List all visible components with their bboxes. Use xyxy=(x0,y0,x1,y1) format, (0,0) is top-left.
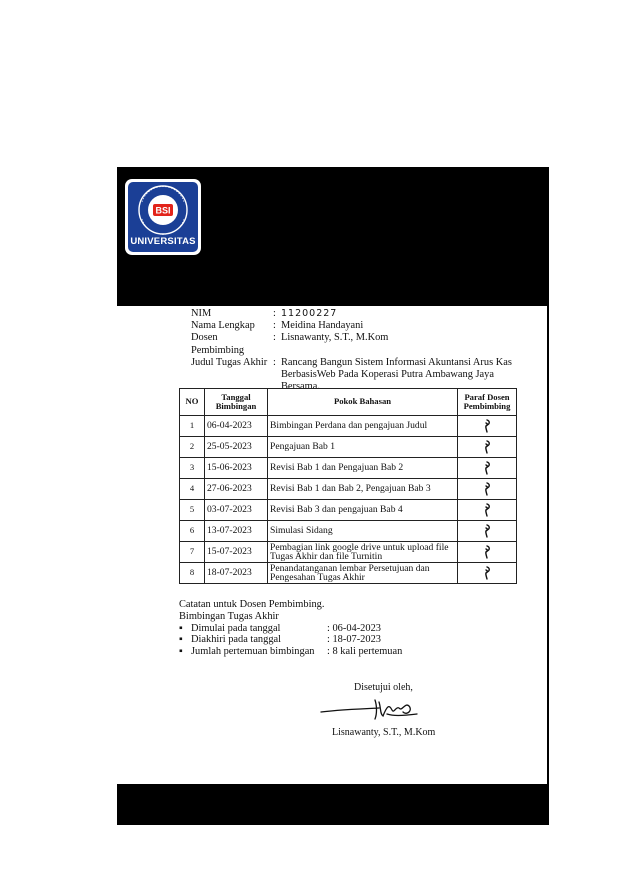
row-number: 4 xyxy=(180,479,205,500)
logo-seal-icon xyxy=(128,182,198,242)
notes-subheading: Bimbingan Tugas Akhir xyxy=(179,610,279,622)
name-label: Nama Lengkap xyxy=(191,320,255,332)
row-paraf xyxy=(458,416,517,437)
guidance-table xyxy=(179,388,517,584)
paraf-signature-icon xyxy=(482,566,492,580)
bullet-icon: ▪ xyxy=(179,622,183,634)
bullet-icon: ▪ xyxy=(179,646,183,658)
bullet-icon: ▪ xyxy=(179,634,183,646)
paraf-signature-icon xyxy=(482,482,492,496)
university-logo xyxy=(125,179,201,255)
note-value: : 06-04-2023 xyxy=(327,622,381,634)
notes-heading: Catatan untuk Dosen Pembimbing. xyxy=(179,599,325,610)
table-row xyxy=(180,521,517,542)
document-frame xyxy=(117,167,549,825)
paraf-signature-icon xyxy=(482,524,492,538)
note-label: Diakhiri pada tanggal xyxy=(191,634,282,646)
table-row xyxy=(180,416,517,437)
row-paraf xyxy=(458,437,517,458)
note-item xyxy=(179,646,402,658)
row-topic: Simulasi Sidang xyxy=(268,521,458,542)
paraf-signature-icon xyxy=(482,503,492,517)
title-row: Judul Tugas Akhir : Rancang Bangun Sistem Informasi Akuntansi Arus Kas BerbasisWeb Pada Koperasi Putra Ambawang Jaya Bersama. xyxy=(191,356,512,393)
note-value: : 8 kali pertemuan xyxy=(327,646,403,658)
row-number: 3 xyxy=(180,458,205,479)
row-topic: Revisi Bab 3 dan pengajuan Bab 4 xyxy=(268,500,458,521)
title-label: Judul Tugas Akhir xyxy=(191,356,268,368)
header-topic: Pokok Bahasan xyxy=(268,389,458,416)
note-value: : 18-07-2023 xyxy=(327,634,381,646)
row-date: 25-05-2023 xyxy=(205,437,268,458)
row-date: 15-06-2023 xyxy=(205,458,268,479)
advisor-row: Dosen Pembimbing : Lisnawanty, S.T., M.Kom xyxy=(191,332,521,356)
row-paraf xyxy=(458,500,517,521)
table-header-row xyxy=(180,389,517,416)
table-row xyxy=(180,437,517,458)
table-row xyxy=(180,500,517,521)
row-topic: Penandatanganan lembar Persetujuan dan Pengesahan Tugas Akhir xyxy=(268,563,458,584)
note-label: Jumlah pertemuan bimbingan xyxy=(191,646,315,658)
signer-name: Lisnawanty, S.T., M.Kom xyxy=(332,727,436,738)
nim-label: NIM xyxy=(191,308,212,319)
student-info xyxy=(191,308,521,393)
paraf-signature-icon xyxy=(482,461,492,475)
header-paraf: Paraf Dosen Pembimbing xyxy=(458,389,517,416)
header-date: Tanggal Bimbingan xyxy=(205,389,268,416)
paraf-signature-icon xyxy=(482,545,492,559)
note-item xyxy=(179,634,402,646)
row-date: 18-07-2023 xyxy=(205,563,268,584)
row-paraf xyxy=(458,563,517,584)
row-number: 1 xyxy=(180,416,205,437)
table-body xyxy=(180,416,517,584)
row-number: 2 xyxy=(180,437,205,458)
guidance-sheet xyxy=(117,306,547,784)
note-label: Dimulai pada tanggal xyxy=(191,622,281,634)
nim-value: 11200227 xyxy=(281,308,338,319)
row-paraf xyxy=(458,458,517,479)
row-topic: Revisi Bab 1 dan Bab 2, Pengajuan Bab 3 xyxy=(268,479,458,500)
row-paraf xyxy=(458,479,517,500)
note-item xyxy=(179,623,402,635)
row-date: 15-07-2023 xyxy=(205,542,268,563)
row-number: 6 xyxy=(180,521,205,542)
table-row xyxy=(180,563,517,584)
row-topic: Revisi Bab 1 dan Pengajuan Bab 2 xyxy=(268,458,458,479)
row-paraf xyxy=(458,521,517,542)
table-row xyxy=(180,542,517,563)
row-paraf xyxy=(458,542,517,563)
logo-emblem xyxy=(128,182,198,252)
row-topic: Bimbingan Perdana dan pengajuan Judul xyxy=(268,416,458,437)
name-value: Meidina Handayani xyxy=(281,320,364,332)
row-date: 06-04-2023 xyxy=(205,416,268,437)
row-topic: Pengajuan Bab 1 xyxy=(268,437,458,458)
advisor-notes xyxy=(179,599,402,658)
table-row xyxy=(180,458,517,479)
row-number: 5 xyxy=(180,500,205,521)
header-no: NO xyxy=(180,389,205,416)
row-date: 27-06-2023 xyxy=(205,479,268,500)
svg-text:BSI: BSI xyxy=(155,205,171,216)
row-date: 03-07-2023 xyxy=(205,500,268,521)
row-date: 13-07-2023 xyxy=(205,521,268,542)
row-number: 8 xyxy=(180,563,205,584)
advisor-value: Lisnawanty, S.T., M.Kom xyxy=(281,332,389,344)
title-value: Rancang Bangun Sistem Informasi Akuntansi Arus Kas BerbasisWeb Pada Koperasi Putra Ambawang Jaya Bersama. xyxy=(281,356,512,393)
logo-caption: UNIVERSITAS xyxy=(130,236,196,247)
approved-by: Disetujui oleh, xyxy=(354,682,413,693)
table-row xyxy=(180,479,517,500)
row-number: 7 xyxy=(180,542,205,563)
paraf-signature-icon xyxy=(482,440,492,454)
row-topic: Pembagian link google drive untuk upload file Tugas Akhir dan file Turnitin xyxy=(268,542,458,563)
nim-row: NIM : 11200227 xyxy=(191,308,521,320)
signature-icon xyxy=(317,692,427,724)
advisor-label: Dosen Pembimbing xyxy=(191,332,245,356)
paraf-signature-icon xyxy=(482,419,492,433)
name-row: Nama Lengkap : Meidina Handayani xyxy=(191,320,521,332)
